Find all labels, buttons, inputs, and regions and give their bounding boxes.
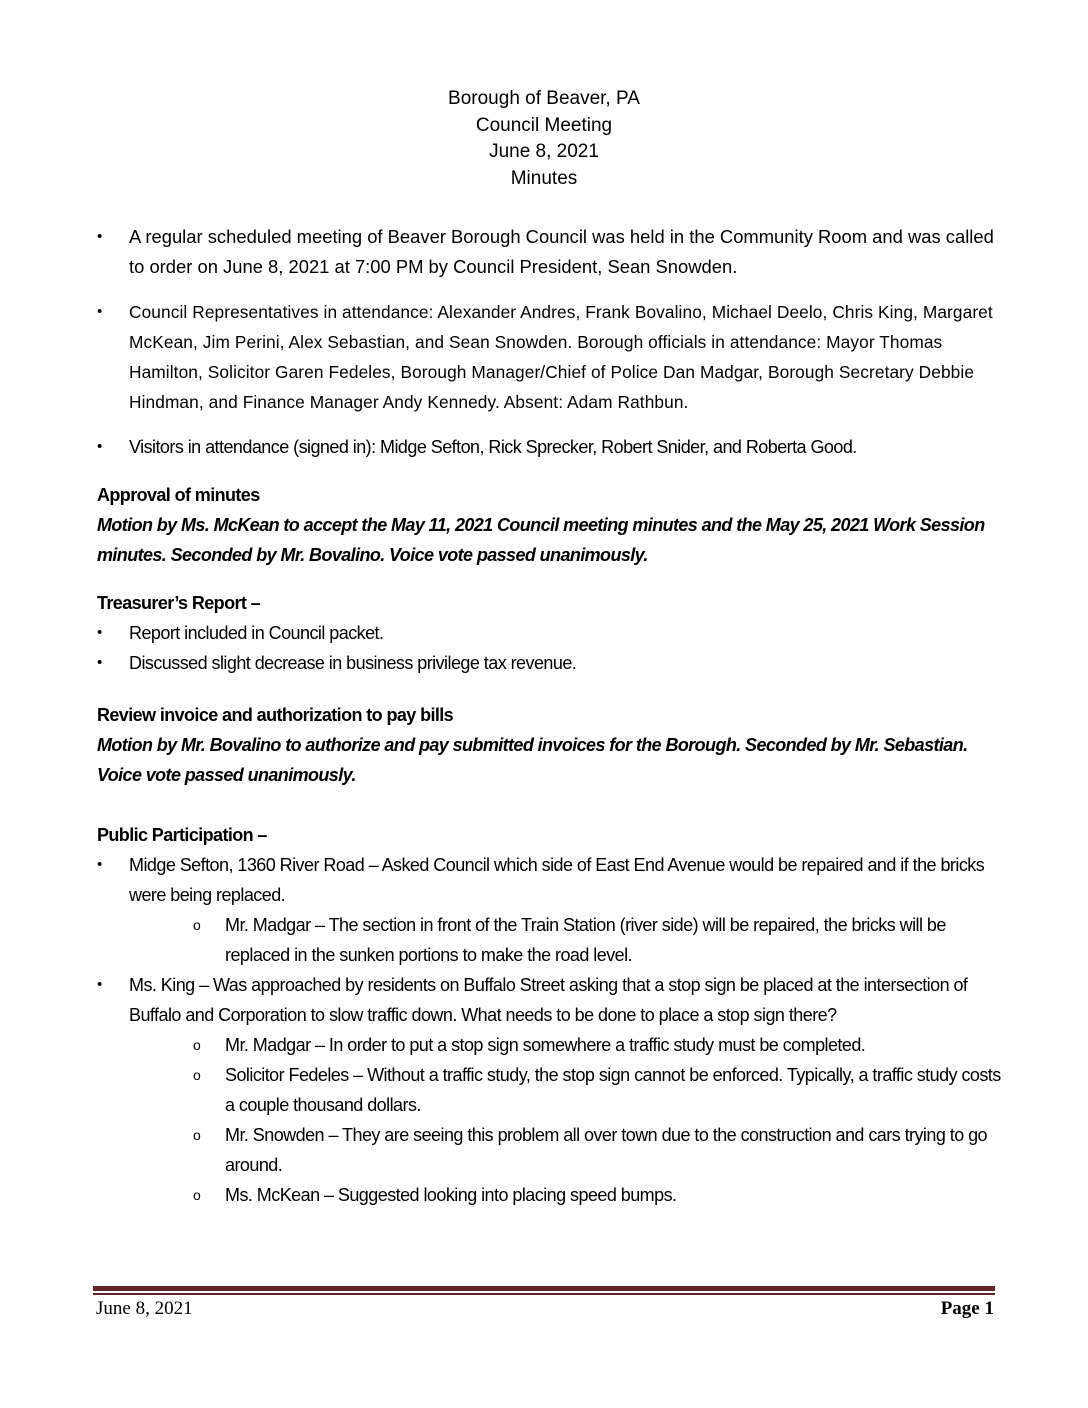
approval-heading: Approval of minutes — [97, 485, 260, 505]
title-meeting-type: Council Meeting — [475, 114, 613, 136]
bullet-icon: • — [97, 303, 103, 320]
circle-bullet-icon: o — [193, 917, 201, 933]
bullet-icon: • — [97, 976, 102, 993]
public-response-item — [97, 1120, 1002, 1180]
footer-page-number: Page 1 — [940, 1298, 994, 1319]
treasurer-item-text: Discussed slight decrease in business privilege tax revenue. — [129, 653, 577, 673]
bullet-icon: • — [97, 438, 102, 455]
bullet-icon: • — [97, 228, 103, 245]
public-participation-heading: Public Participation – — [97, 825, 267, 845]
public-response-item — [97, 910, 1002, 970]
public-response-text: Ms. McKean – Suggested looking into placing speed bumps. — [225, 1185, 677, 1205]
footer-date: June 8, 2021 — [96, 1298, 193, 1319]
public-response-item — [97, 1180, 1002, 1210]
title-minutes: Minutes — [510, 167, 578, 189]
call-to-order-text: A regular scheduled meeting of Beaver Borough Council was held in the Community Room and was called to order on June 8, 2021 at 7:00 PM by Council President, Sean Snowden. — [129, 226, 994, 277]
attendance-text: Council Representatives in attendance: Alexander Andres, Frank Bovalino, Michael Deelo, Chris King, Margaret McKean, Jim Perini, Alex Sebastian, and Sean Snowden. Borough officials in attendance: Mayor Thomas Hamilton, Solicitor Garen Fedeles, Borough Manager/Chief of Police Dan Madgar, Borough Secretary Debbie Hindman, and Finance Manager Andy Kennedy. Absent: Adam Rathbun. — [129, 302, 993, 412]
footer-rule — [93, 1286, 995, 1291]
bullet-icon: • — [97, 654, 102, 671]
invoices-heading: Review invoice and authorization to pay bills — [97, 705, 454, 725]
public-response-text: Mr. Snowden – They are seeing this problem all over town due to the construction and cars trying to go around. — [225, 1125, 988, 1175]
treasurer-item — [97, 648, 1002, 678]
visitors-text: Visitors in attendance (signed in): Midge Sefton, Rick Sprecker, Robert Snider, and Roberta Good. — [129, 437, 857, 457]
public-response-text: Mr. Madgar – The section in front of the Train Station (river side) will be repaired, the bricks will be replaced in the sunken portions to make the road level. — [225, 915, 946, 965]
treasurer-heading: Treasurer’s Report – — [97, 593, 261, 613]
public-comment-text: Ms. King – Was approached by residents on Buffalo Street asking that a stop sign be placed at the intersection of Buffalo and Corporation to slow traffic down. What needs to be done to place a stop sign there? — [129, 975, 968, 1025]
title-borough: Borough of Beaver, PA — [448, 88, 640, 109]
visitors-item — [97, 432, 1002, 462]
public-response-item — [97, 1060, 1002, 1120]
public-comment-text: Midge Sefton, 1360 River Road – Asked Council which side of East End Avenue would be repaired and if the bricks were being replaced. — [129, 855, 985, 905]
public-response-text: Solicitor Fedeles – Without a traffic study, the stop sign cannot be enforced. Typically, a traffic study costs a couple thousand dollars. — [225, 1065, 1001, 1115]
document-body — [97, 222, 1002, 1210]
circle-bullet-icon: o — [193, 1127, 201, 1143]
circle-bullet-icon: o — [193, 1037, 201, 1053]
public-response-item — [97, 1030, 1002, 1060]
public-comment-item — [97, 850, 1002, 910]
document-title-block — [0, 86, 1088, 192]
public-comment-item — [97, 970, 1002, 1030]
title-date: June 8, 2021 — [489, 141, 599, 162]
footer-rule-thin — [93, 1293, 995, 1295]
circle-bullet-icon: o — [193, 1187, 201, 1203]
invoices-motion: Motion by Mr. Bovalino to authorize and pay submitted invoices for the Borough. Seconded by Mr. Sebastian. Voice vote passed unanimously. — [97, 735, 968, 785]
treasurer-item — [97, 618, 1002, 648]
treasurer-item-text: Report included in Council packet. — [129, 623, 384, 643]
attendance-item — [97, 297, 1002, 417]
bullet-icon: • — [97, 856, 102, 873]
call-to-order-item — [97, 222, 1002, 282]
bullet-icon: • — [97, 624, 102, 641]
public-response-text: Mr. Madgar – In order to put a stop sign somewhere a traffic study must be completed. — [225, 1035, 866, 1055]
approval-motion: Motion by Ms. McKean to accept the May 11, 2021 Council meeting minutes and the May 25, 2021 Work Session minutes. Seconded by Mr. Bovalino. Voice vote passed unanimously. — [97, 515, 985, 565]
circle-bullet-icon: o — [193, 1067, 201, 1083]
